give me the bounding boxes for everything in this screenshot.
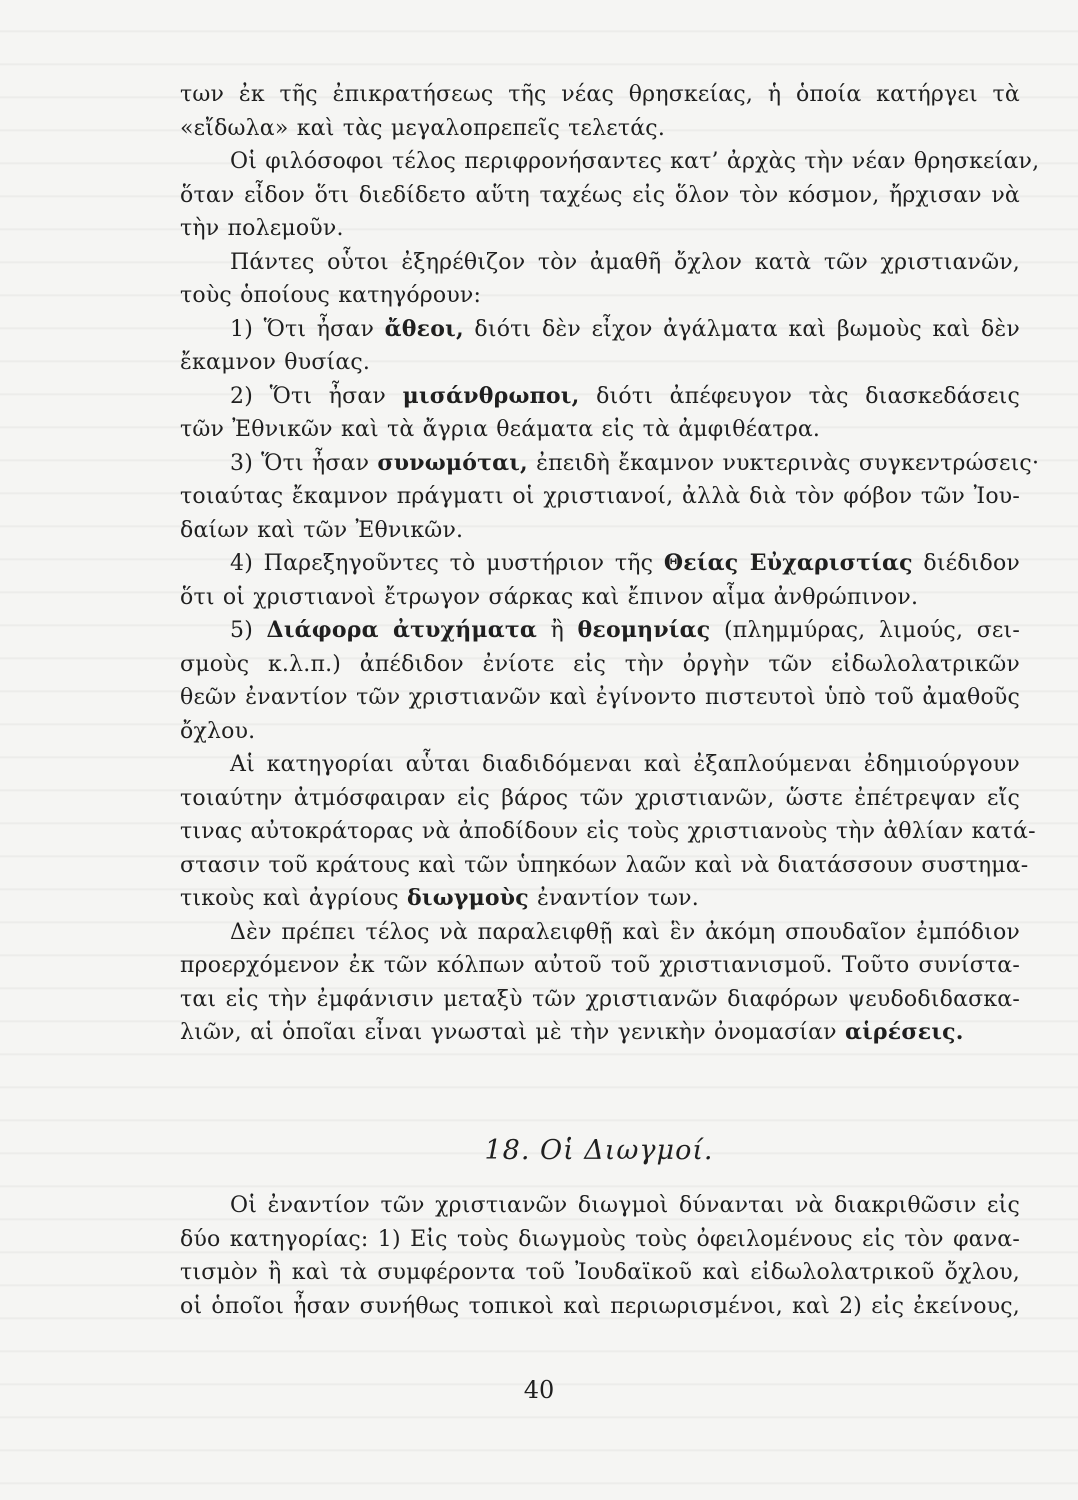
text-line: προερχόμενον ἐκ τῶν κόλπων αὐτοῦ τοῦ χριστιανισμοῦ. Τοῦτο συνίστα- xyxy=(180,953,1020,978)
text-line: τοὺς ὁποίους κατηγόρουν: xyxy=(180,283,482,308)
bold-term: συνωμόται, xyxy=(377,449,528,476)
section-heading-text: 18. Οἱ Διωγμοί. xyxy=(484,1135,714,1166)
bold-term: αἱρέσεις. xyxy=(844,1019,964,1045)
text-line: τισμὸν ἢ καὶ τὰ συμφέροντα τοῦ Ἰουδαϊκοῦ καὶ εἰδωλολατρικοῦ ὄχλου, xyxy=(180,1260,1020,1285)
text-run: τικοὺς καὶ ἀγρίους xyxy=(180,886,408,911)
text-run: 2) Ὅτι ἦσαν xyxy=(230,383,403,409)
text-run: 5) xyxy=(230,618,267,643)
text-run: 1) Ὅτι ἦσαν xyxy=(230,316,385,342)
text-line: Πάντες οὗτοι ἐξηρέθιζον τὸν ἀμαθῆ ὄχλον κατὰ τῶν χριστιανῶν, xyxy=(230,249,1020,275)
text-run: ἐναντίον των. xyxy=(528,886,699,911)
bold-term: Θείας Εὐχαριστίας xyxy=(663,550,913,576)
text-line: Οἱ φιλόσοφοι τέλος περιφρονήσαντες κατ’ ἀρχὰς τὴν νέαν θρησκείαν, xyxy=(230,149,1040,174)
text-run: διότι δὲν εἶχον ἀγάλματα καὶ βωμοὺς καὶ δὲν xyxy=(463,316,1020,342)
text-run: ἢ xyxy=(537,618,578,643)
text-run: (πλημμύρας, λιμούς, σει- xyxy=(710,618,1020,643)
text-line: ὅταν εἶδον ὅτι διεδίδετο αὕτη ταχέως εἰς ὅλον τὸν κόσμον, ἤρχισαν νὰ xyxy=(180,182,1020,208)
text-line: στασιν τοῦ κράτους καὶ τῶν ὑπηκόων λαῶν καὶ νὰ διατάσσουν συστημα- xyxy=(180,852,1029,878)
text-line xyxy=(180,447,1040,481)
text-line xyxy=(180,882,1020,916)
text-line: ὅτι οἱ χριστιανοὶ ἔτρωγον σάρκας καὶ ἔπινον αἷμα ἀνθρώπινον. xyxy=(180,584,919,610)
bold-term: μισάνθρωποι, xyxy=(402,382,580,409)
text-line: δαίων καὶ τῶν Ἐθνικῶν. xyxy=(180,517,464,543)
text-line: οἱ ὁποῖοι ἦσαν συνήθως τοπικοὶ καὶ περιωρισμένοι, καὶ 2) εἰς ἐκείνους, xyxy=(180,1293,1020,1319)
text-line: ται εἰς τὴν ἐμφάνισιν μεταξὺ τῶν χριστιανῶν διαφόρων ψευδοδιδασκα- xyxy=(180,986,1020,1012)
text-line xyxy=(180,380,1020,414)
text-line: τὴν πολεμοῦν. xyxy=(180,216,344,241)
text-line: των ἐκ τῆς ἐπικρατήσεως τῆς νέας θρησκείας, ἡ ὁποία κατήργει τὰ xyxy=(180,82,1020,107)
text-line: τοιαύτην ἀτμόσφαιραν εἰς βάρος τῶν χριστιανῶν, ὥστε ἐπέτρεψαν εἴς xyxy=(180,785,1020,811)
text-line: τοιαύτας ἔκαμνον πράγματι οἱ χριστιανοί, ἀλλὰ διὰ τὸν φόβον τῶν Ἰου- xyxy=(180,484,1020,509)
section-heading xyxy=(0,1135,1078,1166)
text-line: σμοὺς κ.λ.π.) ἀπέδιδον ἐνίοτε εἰς τὴν ὀργὴν τῶν εἰδωλολατρικῶν xyxy=(180,651,1020,677)
text-run: λιῶν, αἱ ὁποῖαι εἶναι γνωσταὶ μὲ τὴν γενικὴν ὀνομασίαν xyxy=(180,1020,845,1045)
text-line: Αἱ κατηγορίαι αὗται διαδιδόμεναι καὶ ἐξαπλούμεναι ἐδημιούργουν xyxy=(230,752,1020,777)
page-number: 40 xyxy=(523,1376,555,1404)
bold-term: ἄθεοι, xyxy=(384,315,464,342)
text-line xyxy=(180,614,1020,648)
text-run: διότι ἀπέφευγον τὰς διασκεδάσεις xyxy=(579,383,1020,409)
text-run: 4) Παρεξηγοῦντες τὸ μυστήριον τῆς xyxy=(230,551,664,576)
section-text xyxy=(180,1189,1020,1323)
text-line: τῶν Ἐθνικῶν καὶ τὰ ἄγρια θεάματα εἰς τὰ ἀμφιθέατρα. xyxy=(180,417,821,442)
text-line: ὄχλου. xyxy=(180,718,256,744)
text-run: 3) Ὅτι ἦσαν xyxy=(230,450,378,476)
text-line: δύο κατηγορίας: 1) Εἰς τοὺς διωγμοὺς τοὺς ὀφειλομένους εἰς τὸν φανα- xyxy=(180,1226,1020,1252)
text-line: «εἴδωλα» καὶ τὰς μεγαλοπρεπεῖς τελετάς. xyxy=(180,115,666,141)
text-line: θεῶν ἐναντίον τῶν χριστιανῶν καὶ ἐγίνοντο πιστευτοὶ ὑπὸ τοῦ ἀμαθοῦς xyxy=(180,685,1020,710)
text-line: τινας αὐτοκράτορας νὰ ἀποδίδουν εἰς τοὺς χριστιανοὺς τὴν ἀθλίαν κατά- xyxy=(180,819,1036,844)
text-line xyxy=(180,1016,1020,1050)
text-run: διέδιδον xyxy=(912,551,1020,576)
text-line xyxy=(180,547,1020,581)
text-line xyxy=(180,313,1020,347)
body-text xyxy=(180,78,1040,1050)
bold-term: θεομηνίας xyxy=(577,617,711,643)
text-line: ἔκαμνον θυσίας. xyxy=(180,350,371,375)
text-line: Οἱ ἐναντίον τῶν χριστιανῶν διωγμοὶ δύνανται νὰ διακριθῶσιν εἰς xyxy=(230,1193,1020,1218)
bold-term: Διάφορα ἀτυχήματα xyxy=(266,617,537,643)
bold-term: διωγμοὺς xyxy=(407,885,529,911)
text-run: ἐπειδὴ ἔκαμνον νυκτερινὰς συγκεντρώσεις· xyxy=(527,450,1040,476)
text-line: Δὲν πρέπει τέλος νὰ παραλειφθῇ καὶ ἓν ἀκόμη σπουδαῖον ἐμπόδιον xyxy=(230,919,1020,945)
